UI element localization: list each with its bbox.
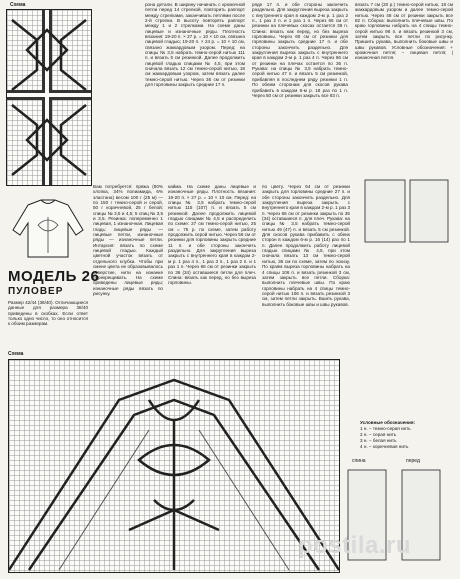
front-label: перед [406,458,420,464]
bottom-chart-grid [8,359,340,573]
col3-text: кайма. На схеме даны лицевые и изнаночные ряды. Плотность вязания: 19-20 п. × 27 р. = 10 × 10 см. Перед: на спицы № 3,5 набрать темно-серой нитью 115 (107) п. и вязать 5 см резинкой. Далее продолжить лицевой гладью спицами № 4,5 и распределить по схеме: 27 см темно-серой нитью, 25 см = 75 р. по схеме, затем работу продолжить серой нитью. Через 56 см от резинки для горловины закрыть средние 11 п. и обе стороны закончить раздельно. Для закругления выреза закрыть с внутреннего края в каждом 2-м р. 1 раз 4 п., 1 раз 3 п., 1 раз 2 п. и 1 раз 1 п. Через 66 см от резинки закрыть по 36 (34) оставшиеся петли для плеч. Спина: вязать как перед, но без выреза горловины. [168,184,256,286]
legend-title: Условные обозначения: [360,420,416,425]
top-middle-text: рона детали. В ширину начинать с кромочной петли перед 14 стрелкой, повторить раппорт между стрелками, заканчивать петлями после 2-й стрелки. В высоту повторять раппорт между 1 и 2 стрелками. На схеме даны лицевые и изнаночные ряды. Плотность вязания: 19-20 п. × 27 р. = 10 × 10 см, связано лицевой гладью; 19-20 п. × 24 р. = 10 × 10 см, связано жаккардовым узором. Перед: на спицы № 3,5 набрать темно-серой нитью 111 п. и вязать 5 см резинкой. Далее продолжить лицевой гладью спицами № 4,5, при этом сначала вязать 12 см темно-серой нитью, 18 см жаккардовым узором, затем вязать далее темно-серой нитью. Через 36 см от резинки для горловины закрыть средние 17 п. [145,2,245,88]
top-chart-motif [7,10,91,185]
watermark: postila.ru [298,532,412,559]
legend-item: 3 н. − белая нить [360,438,397,443]
materials-text: Вам потребуется: пряжа (60% хлопка, 34% полиамида, 6% эластана) весом 100 г (25 м) — по 150 г темно-серой и серой, 50 г коричневой, 25 г белой; спицы № 3,5 и 4,5; 5 спиц № 3,5 и 3,5. Резинка: попеременно 1 лицевая, 1 изнаночная. Лицевая гладь: лицевые ряды — лицевые петли, изнаночные ряды — изнаночные петли. Интарсия: вязать по схеме лицевой гладью. Каждый цветной участок вязать от отдельного клубка. Чтобы при смене цвета не образовывалось отверстие, нити на изнанке перекрещивать. На схеме приведены лицевые ряды; изнаночные ряды вязать по рисунку. [93,184,163,296]
legend-item: 2 н. − серая нить [360,432,397,437]
bottom-chart-motif [9,360,339,572]
legend-item: 1 н. − темно-серая нить [360,426,411,431]
legend-item: 4 н. − коричневая нить [360,444,409,449]
model-title: МОДЕЛЬ 26 [8,268,100,285]
sweater-sketch [8,195,88,263]
right-schematic-top [355,170,455,260]
top-far-right-text: вязать 7 см (20 р.) темно-серой нитью, 18 см жаккардовым узором и далее темно-серой нитью. Через 48 см от резинки закрыть все 82 п. Сборка: выполнить плечевые швы. По краю горловины набрать на 4 спицы темно-серой нитью 96 п. и вязать резинкой 3 см, затем закрыть все петли по рисунку. Пришить рукава, выполнить боковые швы и швы рукавов. Условные обозначения: + кромочная петля; − лицевая петля; | изнаночная петля. [355,2,453,61]
top-right-text: ряде 17 п. и обе стороны закончить раздельно. Для закругления выреза закрыть с внутреннего края в каждом 2-м р. 1 раз 2 п., 1 раз 2 п. и 1 раз 1 п. Через 66 см от резинки на плечевых скосах остается 36 п. Спина: вязать как перед, но без выреза горловины. Через 60 см от резинки для горловины закрыть средние 17 п. и обе стороны закончить раздельно. Для закругления выреза закрыть с внутреннего края в каждом 2-м р. 1 раз 4 п. Через 66 см от резинки на плечах остается по 36 п. Рукава: на спицы № 3,5 набрать темно-серой нитью 47 п. и вязать 5 см резинкой, прибавляя в последнем ряду резинки 1 п. По обеим сторонам для скосов рукава прибавить в каждом 6-м р. 18 раз по 1 п. Через 50 см от резинки закрыть все 83 п. [252,2,348,98]
size-text: Размер 42/44 (38/40). Отличающиеся данные для размера 38/40 приведены в скобках. Если ответ только одно число, то оно относится к обоим размерам. [8,300,88,327]
back-label: спина [352,458,366,464]
top-chart-grid [6,9,92,186]
top-scheme-label: Схема [10,2,26,8]
bottom-scheme-label: Схема [8,351,24,357]
garment-title: ПУЛОВЕР [8,286,64,297]
legend [360,420,455,450]
col4-text: по цвету. Через 64 см от резинки закрыть для горловины средние 27 п. и обе стороны закончить раздельно. Для закругления выреза закрыть с внутреннего края в каждом 2-м р. 1 раз 3 п. Через 66 см от резинки закрыть по 36 (34) оставшиеся п. для плеч. Рукава: на спицы № 3,5 набрать темно-серой нитью 49 (47) п. и вязать 5 см резинкой. Для скосов рукава прибавить с обеих сторон в каждом 6-м р. 16 (14) раз по 1 п. Далее продолжить работу лицевой гладью спицами № 4,5, при этом сначала вязать 13 см темно-серой нитью, 36 см по схеме, затем по эскизу. По краям выреза горловины набрать на 4 спицы 106 п. и вязать резинкой 3 см, затем закрыть все петли. Сборка: выполнить плечевые швы. По краю горловины набрать на 4 спицы темно-серой нитью 106 п. и вязать резинкой 3 см, затем петли закрыть. Вшить рукава, выполнить боковые швы и швы рукавов. [262,184,350,307]
